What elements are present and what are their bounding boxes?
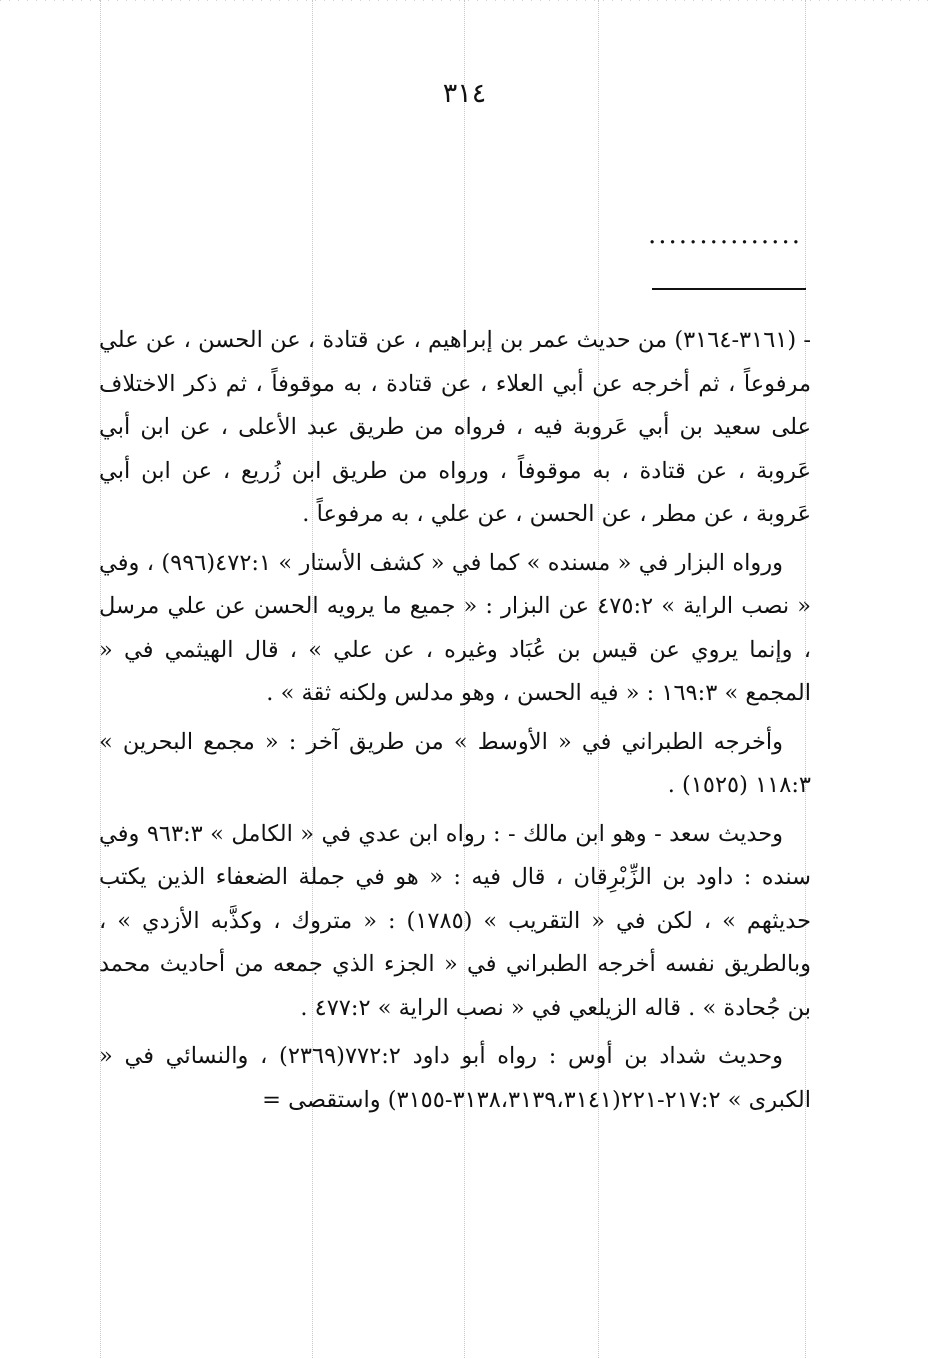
page-number: ٣١٤ <box>442 78 487 109</box>
footnote-paragraph: وحديث سعد - وهو ابن مالك - : رواه ابن عدي في « الكامل » ٩٦٣:٣ وفي سنده : داود بن الزِّبْرِقان ، قال فيه : « هو في جملة الضعفاء الذين يكتب حديثهم » ، لكن في « التقريب » (١٧٨٥) : « متروك ، وكذَّبه الأزدي » ، وبالطريق نفسه أخرجه الطبراني في « الجزء الذي جمعه من أحاديث محمد بن جُحادة » . قاله الزيلعي في « نصب الراية » ٤٧٧:٢ . <box>99 820 812 1021</box>
footnote-paragraph: وحديث شداد بن أوس : رواه أبو داود ٧٧٢:٢(٢٣٦٩) ، والنسائي في « الكبرى » ٢١٧:٢-٢٢١(٣١٣٨،٣١٣٩،٣١٤١-٣١٥٥) واستقصى = <box>99 1043 811 1113</box>
footnote-paragraph: - (٣١٦١-٣١٦٤) من حديث عمر بن إبراهيم ، عن قتادة ، عن الحسن ، عن علي مرفوعاً ، ثم أخرجه عن أبي العلاء ، عن قتادة ، به موقوفاً ، ثم ذكر الاختلاف على سعيد بن أبي عَروبة فيه ، فرواه من طريق عبد الأعلى ، عن ابن أبي عَروبة ، عن قتادة ، به موقوفاً ، ورواه من طريق ابن زُريع ، عن ابن أبي عَروبة ، عن مطر ، عن الحسن ، عن علي ، به مرفوعاً . <box>99 327 811 527</box>
footnote-separator-rule <box>652 288 806 290</box>
continuation-dots: ............... <box>648 220 802 250</box>
footnote-paragraph: ورواه البزار في « مسنده » كما في « كشف الأستار » ٤٧٢:١(٩٩٦) ، وفي « نصب الراية » ٤٧٥:٢ عن البزار : « جميع ما يرويه الحسن عن علي مرسل ، وإنما يروي عن قيس بن عُبَاد وغيره ، عن علي » ، قال الهيثمي في « المجمع » ١٦٩:٣ : « فيه الحسن ، وهو مدلس ولكنه ثقة » . <box>99 549 812 706</box>
footnote-body <box>99 319 811 1122</box>
footnote-paragraph: وأخرجه الطبراني في « الأوسط » من طريق آخر : « مجمع البحرين » ١١٨:٣ (١٥٢٥) . <box>99 728 811 798</box>
